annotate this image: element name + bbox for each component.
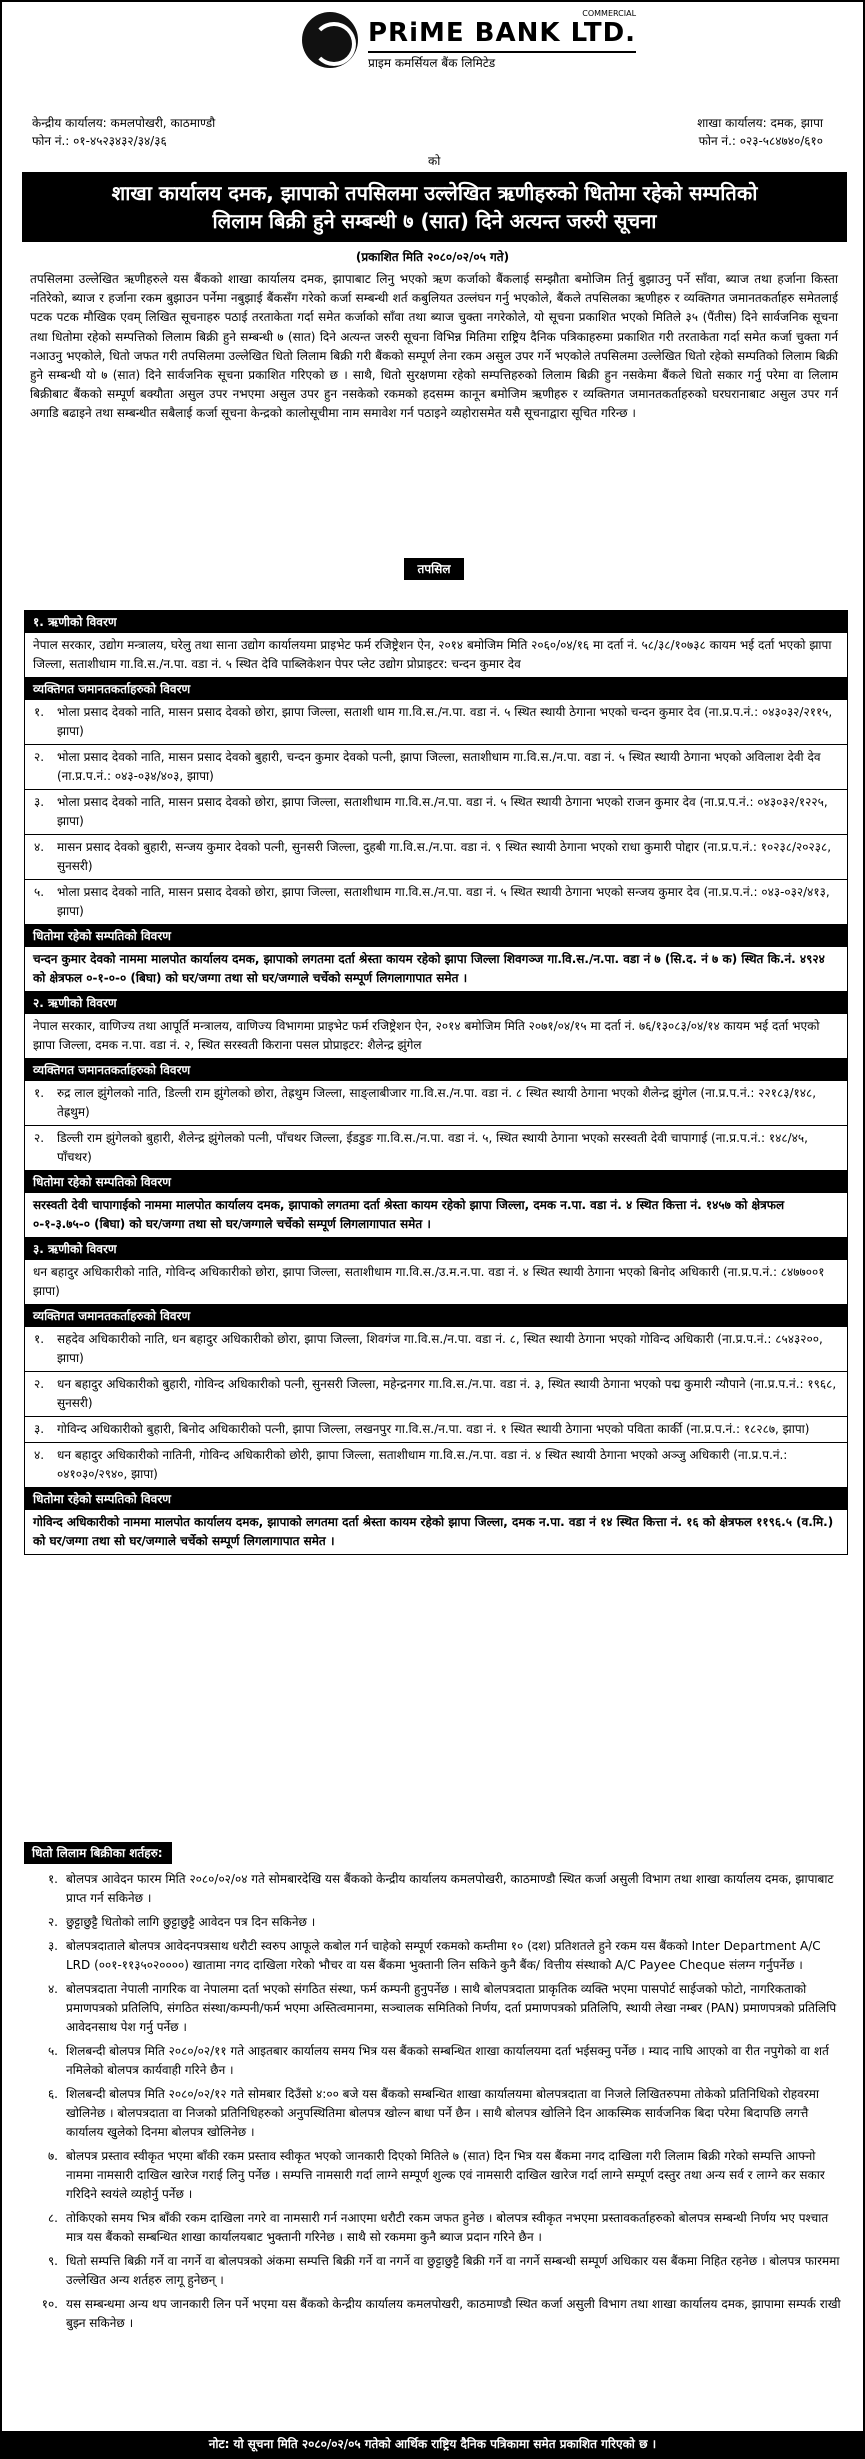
central-office: केन्द्रीय कार्यालय: कमलपोखरी, काठमाण्डौ <box>32 116 216 130</box>
title-line-1: शाखा कार्यालय दमक, झापाको तपसिलमा उल्लेखित ऋणीहरुको धितोमा रहेको सम्पतिको <box>111 181 758 205</box>
guarantor-text: गोविन्द अधिकारीको बुहारी, बिनोद अधिकारीको पत्नी, झापा जिल्ला, लखनपुर गा.वि.स./न.पा. वडा नं. १ स्थित स्थायी ठेगाना भएको पविता कार्की (ना.प्र.प.नं.: १८२८७, झापा) <box>57 1422 810 1436</box>
guarantor-text: भोला प्रसाद देवको नाति, मासन प्रसाद देवको बुहारी, चन्दन कुमार देवको पत्नी, झापा जिल्ला, सताशीधाम गा.वि.स./न.पा. वडा नं. ५ स्थित स्थायी ठेगाना भएको अविलाश देवी देव (ना.प्र.प.नं.: ०४३-०३४/४०३, झापा) <box>57 750 821 783</box>
guarantor-row: २. डिल्ली राम झुंगेलको बुहारी, शैलेन्द्र झुंगेलको पत्नी, पाँचथर जिल्ला, ईडडुङ गा.वि.स./न.पा. वडा नं. ५, स्थित स्थायी ठेगाना भएको सरस्वती देवी चापागाई (ना.प्र.प.नं.: १४८/४५, पाँचथर) <box>25 1126 847 1171</box>
section-title: व्यक्तिगत जमानतकर्ताहरुको विवरण <box>25 1305 847 1327</box>
section-title: १. ऋणीको विवरण <box>25 611 847 633</box>
header <box>2 2 863 152</box>
condition-text: शिलबन्दी बोलपत्र मिति २०८०/०२/११ गते आइतबार कार्यालय समय भित्र यस बैंकको सम्बन्धित शाखा कार्यालयमा दर्ता भईसक्नु पर्नेछ । म्याद नाघि आएको वा रीत नपुगेको वा शर्त नमिलेको बोलपत्र कार्यवाही गरिने छैन । <box>66 2044 829 2077</box>
condition-text: बोलपत्रदाता नेपाली नागरिक वा नेपालमा दर्ता भएको संगठित संस्था, फर्म कम्पनी हुनुपर्नेछ । साथै बोलपत्रदाता प्राकृतिक व्यक्ति भएमा पासपोर्ट साईजको फोटो, नागरिकताको प्रमाणपत्रको प्रतिलिपि, संगठित संस्था/कम्पनी/फर्म भएमा अस्तित्वमानमा, सञ्चालक समितिको निर्णय, दर्ता प्रमाणपत्रको प्रतिलिपि, स्थायी लेखा नम्बर (PAN) प्रमाणपत्रको प्रतिलिपि आवेदनसाथ पेश गर्नु पर्नेछ । <box>66 1982 837 2034</box>
guarantor-text: डिल्ली राम झुंगेलको बुहारी, शैलेन्द्र झुंगेलको पत्नी, पाँचथर जिल्ला, ईडडुङ गा.वि.स./न.पा. वडा नं. ५, स्थित स्थायी ठेगाना भएको सरस्वती देवी चापागाई (ना.प्र.प.नं.: १४८/४५, पाँचथर) <box>57 1131 808 1164</box>
guarantor-row: १. भोला प्रसाद देवको नाति, मासन प्रसाद देवको छोरा, झापा जिल्ला, सताशी धाम गा.वि.स./न.पा. वडा नं. ५ स्थित स्थायी ठेगाना भएको चन्दन कुमार देव (ना.प्र.प.नं.: ०४३०३२/२११५, झापा) <box>25 700 847 745</box>
section-title: ३. ऋणीको विवरण <box>25 1238 847 1260</box>
published-date: (प्रकाशित मिति २०८०/०२/०५ गते) <box>355 250 510 264</box>
guarantor-text: भोला प्रसाद देवको नाति, मासन प्रसाद देवको छोरा, झापा जिल्ला, सताशी धाम गा.वि.स./न.पा. वडा नं. ५ स्थित स्थायी ठेगाना भएको चन्दन कुमार देव (ना.प्र.प.नं.: ०४३०३२/२११५, झापा) <box>57 705 833 738</box>
section-title: व्यक्तिगत जमानतकर्ताहरुको विवरण <box>25 1059 847 1081</box>
branch-office: शाखा कार्यालय: दमक, झापा <box>697 116 823 130</box>
guarantor-text: रुद्र लाल झुंगेलको नाति, डिल्ली राम झुंगेलको छोरा, तेह्रथुम जिल्ला, साङ्लाबीजार गा.वि.स./न.पा. वडा नं. ८ स्थित स्थायी ठेगाना भएको शैलेन्द्र झुंगेल (ना.प्र.प.नं.: २२१८३/१४८, तेह्रथुम) <box>57 1086 817 1119</box>
condition-item: ३. बोलपत्रदाताले बोलपत्र आवेदनपत्रसाथ धरौटी स्वरुप आफूले कबोल गर्न चाहेको सम्पूर्ण रकमको कम्तीमा १० (दश) प्रतिशतले हुने रकम यस बैंकको Inter Department A/C LRD (००१-११३५०२००००) खातामा नगद दाखिला गरेको भौचर वा यस बैंकमा भुक्तानी लिन सकिने कुनै बैंक/ वित्तीय संस्थाको A/C Payee Cheque संलग्न गर्नुपर्नेछ । <box>24 1937 846 1975</box>
condition-text: बोलपत्र आवेदन फारम मिति २०८०/०२/०४ गते सोमबारदेखि यस बैंकको केन्द्रीय कार्यालय कमलपोखरी, काठमाण्डौ स्थित कर्जा असुली विभाग तथा शाखा कार्यालय दमक, झापाबाट प्राप्त गर्न सकिनेछ । <box>66 1872 834 1905</box>
brand-nepali: प्राइम कमर्सियल बैंक लिमिटेड <box>368 51 636 71</box>
condition-item: ७. बोलपत्र प्रस्ताव स्वीकृत भएमा बाँकी रकम प्रस्ताव स्वीकृत भएको जानकारी दिएको मितिले ७ (सात) दिन भित्र यस बैंकमा नगद दाखिला गरी लिलाम बिक्री गरेको सम्पत्ति आफ्नो नाममा नामसारी दाखिल खारेज गराई लिनु पर्नेछ । सम्पत्ति नामसारी गर्दा लाग्ने सम्पूर्ण शुल्क एवं नामसारी दाखिल खारेज गर्दा लाग्ने सम्पूर्ण दस्तुर तथा अन्य सर्व र लाग्ने कर सकार गरिदिने स्वयंले व्यहोर्नु पर्नेछ । <box>24 2147 846 2204</box>
section-title: धितोमा रहेको सम्पतिको विवरण <box>25 925 847 947</box>
condition-item: २. छुट्टाछुट्टै धितोको लागि छुट्टाछुट्टै आवेदन पत्र दिन सकिनेछ । <box>24 1913 846 1932</box>
guarantor-row: २. भोला प्रसाद देवको नाति, मासन प्रसाद देवको बुहारी, चन्दन कुमार देवको पत्नी, झापा जिल्ला, सताशीधाम गा.वि.स./न.पा. वडा नं. ५ स्थित स्थायी ठेगाना भएको अविलाश देवी देव (ना.प्र.प.नं.: ०४३-०३४/४०३, झापा) <box>25 745 847 790</box>
guarantor-text: धन बहादुर अधिकारीको बुहारी, गोविन्द अधिकारीको पत्नी, सुनसरी जिल्ला, महेन्द्रनगर गा.वि.स./न.पा. वडा नं. ३, स्थित स्थायी ठेगाना भएको पद्म कुमारी न्यौपाने (ना.प्र.प.नं.: १९६८, सुनसरी) <box>57 1377 837 1410</box>
collateral-details: सरस्वती देवी चापागाईको नाममा मालपोत कार्यालय दमक, झापाको लगतमा दर्ता श्रेस्ता कायम रहेको झापा जिल्ला, दमक न.पा. वडा नं. ४ स्थित कित्ता नं. १४५७ को क्षेत्रफल ०-१-३.७५-० (बिघा) को घर/जग्गा तथा सो घर/जग्गाले चर्चेको सम्पूर्ण लिगलागापात समेत । <box>25 1193 847 1238</box>
condition-item: ९. धितो सम्पत्ति बिक्री गर्ने वा नगर्ने वा बोलपत्रको अंकमा सम्पत्ति बिक्री गर्ने वा नगर्ने वा छुट्टाछुट्टै बिक्री गर्ने वा नगर्ने सम्बन्धी सम्पूर्ण अधिकार यस बैंकमा निहित रहनेछ । बोलपत्र फारममा उल्लेखित अन्य शर्तहरु लागू हुनेछन् । <box>24 2252 846 2290</box>
borrower-details: धन बहादुर अधिकारीको नाति, गोविन्द अधिकारीको छोरा, झापा जिल्ला, सताशीधाम गा.वि.स./उ.म.न.पा. वडा नं. ४ स्थित स्थायी ठेगाना भएको बिनोद अधिकारी (ना.प्र.प.नं.: ८४७७००१ झापा) <box>25 1260 847 1305</box>
section-title: धितोमा रहेको सम्पतिको विवरण <box>25 1488 847 1510</box>
bank-logo <box>302 10 642 70</box>
collateral-details: गोविन्द अधिकारीको नाममा मालपोत कार्यालय दमक, झापाको लगतमा दर्ता श्रेस्ता कायम रहेको झापा जिल्ला, दमक न.पा. वडा नं १४ स्थित कित्ता नं. १६ को क्षेत्रफल ११९६.५ (व.मि.) को घर/जग्गा तथा सो घर/जग्गाले चर्चेको सम्पूर्ण लिगलागापात समेत । <box>33 1515 834 1548</box>
borrower-details: नेपाल सरकार, वाणिज्य तथा आपूर्ति मन्त्रालय, वाणिज्य विभागमा प्राइभेट फर्म रजिष्ट्रेशन ऐन, २०१४ बमोजिम मिति २०७१/०४/१५ मा दर्ता नं. ७६/१३०८३/०४/१४ कायम भई दर्ता भएको झापा जिल्ला, दमक न.पा. वडा नं. २, स्थित सरस्वती किराना पसल प्रोप्राइटर: शैलेन्द्र झुंगेल <box>25 1014 847 1059</box>
collateral-details: चन्दन कुमार देवको नाममा मालपोत कार्यालय दमक, झापाको लगतमा दर्ता श्रेस्ता कायम रहेको झापा जिल्ला शिवगञ्ज गा.वि.स./न.पा. वडा नं ७ (सि.द. नं ७ क) स्थित कि.नं. ४९२४ को क्षेत्रफल ०-१-०-० (बिघा) को घर/जग्गा तथा सो घर/जग्गाले चर्चेको सम्पूर्ण लिगलागापात समेत । <box>25 947 847 992</box>
condition-item: १०. यस सम्बन्धमा अन्य थप जानकारी लिन पर्ने भएमा यस बैंकको केन्द्रीय कार्यालय कमलपोखरी, काठमाण्डौ स्थित कर्जा असुली विभाग तथा शाखा कार्यालय दमक, झापामा सम्पर्क राखी बुझ्न सकिनेछ । <box>24 2295 846 2333</box>
footer-note: नोट: यो सूचना मिति २०८०/०२/०५ गतेको आर्थिक राष्ट्रिय दैनिक पत्रिकामा समेत प्रकाशित गरिएको छ । <box>2 2431 863 2457</box>
guarantor-row: ५. भोला प्रसाद देवको नाति, मासन प्रसाद देवको छोरा, झापा जिल्ला, सताशीधाम गा.वि.स./न.पा. वडा नं. ५ स्थित स्थायी ठेगाना भएको सन्जय कुमार देव (ना.प्र.प.नं.: ०४३-०३२/४१३, झापा) <box>25 880 847 925</box>
brand-small: COMMERCIAL <box>582 8 637 18</box>
guarantor-row: १. सहदेव अधिकारीको नाति, धन बहादुर अधिकारीको छोरा, झापा जिल्ला, शिवगंज गा.वि.स./न.पा. वडा नं. ८, स्थित स्थायी ठेगाना भएको गोविन्द अधिकारी (ना.प्र.प.नं.: ८५४३२००, झापा) <box>25 1327 847 1372</box>
guarantor-row: ४. धन बहादुर अधिकारीको नातिनी, गोविन्द अधिकारीको छोरी, झापा जिल्ला, सताशीधाम गा.वि.स./न.पा. वडा नं. ४ स्थित स्थायी ठेगाना भएको अञ्जु अधिकारी (ना.प्र.प.नं.: ०४१०३०/२९४०, झापा) <box>25 1443 847 1488</box>
conditions-heading <box>24 1842 846 1864</box>
condition-item: ८. तोकिएको समय भित्र बाँकी रकम दाखिला नगरे वा नामसारी गर्न नआएमा धरौटी रकम जफत हुनेछ । बोलपत्र स्वीकृत नभएमा प्रस्तावकर्ताहरुको बोलपत्र सम्बन्धी निर्णय भए पश्चात मात्र यस बैंकको सम्बन्धित शाखा कार्यालयबाट भुक्तानी गरिनेछ । साथै सो रकममा कुनै ब्याज प्रदान गरिने छैन । <box>24 2209 846 2247</box>
condition-text: शिलबन्दी बोलपत्र मिति २०८०/०२/१२ गते सोमबार दिउँसो ४:०० बजे यस बैंकको सम्बन्धित शाखा कार्यालयमा बोलपत्रदाता वा निजले लिखितरुपमा तोकेको प्रतिनिधिको रोहवरमा खोलिनेछ । बोलपत्रदाता वा निजको प्रतिनिधिहरुको अनुपस्थितिमा बोलपत्र खोल्न बाधा पर्ने छैन । साथै बोलपत्र खोलिने दिन आकस्मिक सार्वजनिक बिदा परेमा बिदापछि लगत्तै कार्यालय खुलेको दिनमा बोलपत्र खोलिनेछ । <box>66 2087 820 2139</box>
tapsil-label: तपसिल <box>404 558 464 580</box>
condition-text: तोकिएको समय भित्र बाँकी रकम दाखिला नगरे वा नामसारी गर्न नआएमा धरौटी रकम जफत हुनेछ । बोलपत्र स्वीकृत नभएमा प्रस्तावकर्ताहरुको बोलपत्र सम्बन्धी निर्णय भए पश्चात मात्र यस बैंकको सम्बन्धित शाखा कार्यालयबाट भुक्तानी गरिनेछ । साथै सो रकममा कुनै ब्याज प्रदान गरिने छैन । <box>66 2211 829 2244</box>
condition-text: बोलपत्र प्रस्ताव स्वीकृत भएमा बाँकी रकम प्रस्ताव स्वीकृत भएको जानकारी दिएको मितिले ७ (सात) दिन भित्र यस बैंकमा नगद दाखिला गरी लिलाम बिक्री गरेको सम्पत्ति आफ्नो नाममा नामसारी दाखिल खारेज गराई लिनु पर्नेछ । सम्पत्ति नामसारी गर्दा लाग्ने सम्पूर्ण शुल्क एवं नामसारी दाखिल खारेज गर्दा लाग्ने सम्पूर्ण दस्तुर तथा अन्य सर्व र लाग्ने कर सकार गरिदिने स्वयंले व्यहोर्नु पर्नेछ । <box>66 2149 825 2201</box>
brand-block <box>368 10 636 71</box>
guarantor-text: मासन प्रसाद देवको बुहारी, सन्जय कुमार देवको पत्नी, सुनसरी जिल्ला, दुहबी गा.वि.स./न.पा. वडा नं. ९ स्थित स्थायी ठेगाना भएको राधा कुमारी पोद्दार (ना.प्र.प.नं.: १०२३८/२०२३८, सुनसरी) <box>57 840 832 873</box>
central-phone: फोन नं.: ०१-४५२३४३२/३४/३६ <box>32 134 167 148</box>
guarantor-row: ४. मासन प्रसाद देवको बुहारी, सन्जय कुमार देवको पत्नी, सुनसरी जिल्ला, दुहबी गा.वि.स./न.पा. वडा नं. ९ स्थित स्थायी ठेगाना भएको राधा कुमारी पोद्दार (ना.प्र.प.नं.: १०२३८/२०२३८, सुनसरी) <box>25 835 847 880</box>
guarantor-row: ३. गोविन्द अधिकारीको बुहारी, बिनोद अधिकारीको पत्नी, झापा जिल्ला, लखनपुर गा.वि.स./न.पा. वडा नं. १ स्थित स्थायी ठेगाना भएको पविता कार्की (ना.प्र.प.नं.: १८२८७, झापा) <box>25 1417 847 1443</box>
condition-item: १. बोलपत्र आवेदन फारम मिति २०८०/०२/०४ गते सोमबारदेखि यस बैंकको केन्द्रीय कार्यालय कमलपोखरी, काठमाण्डौ स्थित कर्जा असुली विभाग तथा शाखा कार्यालय दमक, झापाबाट प्राप्त गर्न सकिनेछ । <box>24 1870 846 1908</box>
section-title: धितोमा रहेको सम्पतिको विवरण <box>25 1171 847 1193</box>
section-title: २. ऋणीको विवरण <box>25 992 847 1014</box>
ko-label: को <box>428 154 441 168</box>
guarantor-text: भोला प्रसाद देवको नाति, मासन प्रसाद देवको छोरा, झापा जिल्ला, सताशीधाम गा.वि.स./न.पा. वडा नं. ५ स्थित स्थायी ठेगाना भएको राजन कुमार देव (ना.प्र.प.नं.: ०४३०३२/१२२५, झापा) <box>57 795 828 828</box>
condition-text: धितो सम्पत्ति बिक्री गर्ने वा नगर्ने वा बोलपत्रको अंकमा सम्पत्ति बिक्री गर्ने वा नगर्ने वा छुट्टाछुट्टै बिक्री गर्ने वा नगर्ने सम्बन्धी सम्पूर्ण अधिकार यस बैंकमा निहित रहनेछ । बोलपत्र फारममा उल्लेखित अन्य शर्तहरु लागू हुनेछन् । <box>66 2254 840 2287</box>
condition-item: ४. बोलपत्रदाता नेपाली नागरिक वा नेपालमा दर्ता भएको संगठित संस्था, फर्म कम्पनी हुनुपर्नेछ । साथै बोलपत्रदाता प्राकृतिक व्यक्ति भएमा पासपोर्ट साईजको फोटो, नागरिकताको प्रमाणपत्रको प्रतिलिपि, संगठित संस्था/कम्पनी/फर्म भएमा अस्तित्वमानमा, सञ्चालक समितिको निर्णय, दर्ता प्रमाणपत्रको प्रतिलिपि, स्थायी लेखा नम्बर (PAN) प्रमाणपत्रको प्रतिलिपि आवेदनसाथ पेश गर्नु पर्नेछ । <box>24 1980 846 2037</box>
guarantor-row: २. धन बहादुर अधिकारीको बुहारी, गोविन्द अधिकारीको पत्नी, सुनसरी जिल्ला, महेन्द्रनगर गा.वि.स./न.पा. वडा नं. ३, स्थित स्थायी ठेगाना भएको पद्म कुमारी न्यौपाने (ना.प्र.प.नं.: १९६८, सुनसरी) <box>25 1372 847 1417</box>
details-table <box>24 610 848 1555</box>
title-line-2: लिलाम बिक्री हुने सम्बन्धी ७ (सात) दिने अत्यन्त जरुरी सूचना <box>212 209 657 233</box>
condition-text: छुट्टाछुट्टै धितोको लागि छुट्टाछुट्टै आवेदन पत्र दिन सकिनेछ । <box>66 1915 316 1929</box>
guarantor-text: भोला प्रसाद देवको नाति, मासन प्रसाद देवको छोरा, झापा जिल्ला, सताशीधाम गा.वि.स./न.पा. वडा नं. ५ स्थित स्थायी ठेगाना भएको सन्जय कुमार देव (ना.प्र.प.नं.: ०४३-०३२/४१३, झापा) <box>57 885 830 918</box>
guarantor-text: सहदेव अधिकारीको नाति, धन बहादुर अधिकारीको छोरा, झापा जिल्ला, शिवगंज गा.वि.स./न.पा. वडा नं. ८, स्थित स्थायी ठेगाना भएको गोविन्द अधिकारी (ना.प्र.प.नं.: ८५४३२००, झापा) <box>57 1332 823 1365</box>
condition-item: ५. शिलबन्दी बोलपत्र मिति २०८०/०२/११ गते आइतबार कार्यालय समय भित्र यस बैंकको सम्बन्धित शाखा कार्यालयमा दर्ता भईसक्नु पर्नेछ । म्याद नाघि आएको वा रीत नपुगेको वा शर्त नमिलेको बोलपत्र कार्यवाही गरिने छैन । <box>24 2042 846 2080</box>
bank-logo-icon <box>302 12 358 68</box>
guarantor-row: ३. भोला प्रसाद देवको नाति, मासन प्रसाद देवको छोरा, झापा जिल्ला, सताशीधाम गा.वि.स./न.पा. वडा नं. ५ स्थित स्थायी ठेगाना भएको राजन कुमार देव (ना.प्र.प.नं.: ०४३०३२/१२२५, झापा) <box>25 790 847 835</box>
conditions-title: धितो लिलाम बिक्रीका शर्तहरु: <box>24 1842 172 1864</box>
condition-text: बोलपत्रदाताले बोलपत्र आवेदनपत्रसाथ धरौटी स्वरुप आफूले कबोल गर्न चाहेको सम्पूर्ण रकमको कम्तीमा १० (दश) प्रतिशतले हुने रकम यस बैंकको Inter Department A/C LRD (००१-११३५०२००००) खातामा नगद दाखिला गरेको भौचर वा यस बैंकमा भुक्तानी लिन सकिने कुनै बैंक/ वित्तीय संस्थाको A/C Payee Cheque संलग्न गर्नुपर्नेछ । <box>66 1939 821 1972</box>
guarantor-row: १. रुद्र लाल झुंगेलको नाति, डिल्ली राम झुंगेलको छोरा, तेह्रथुम जिल्ला, साङ्लाबीजार गा.वि.स./न.पा. वडा नं. ८ स्थित स्थायी ठेगाना भएको शैलेन्द्र झुंगेल (ना.प्र.प.नं.: २२१८३/१४८, तेह्रथुम) <box>25 1081 847 1126</box>
guarantor-text: धन बहादुर अधिकारीको नातिनी, गोविन्द अधिकारीको छोरी, झापा जिल्ला, सताशीधाम गा.वि.स./न.पा. वडा नं. ४ स्थित स्थायी ठेगाना भएको अञ्जु अधिकारी (ना.प्र.प.नं.: ०४१०३०/२९४०, झापा) <box>57 1448 788 1481</box>
condition-item: ६. शिलबन्दी बोलपत्र मिति २०८०/०२/१२ गते सोमबार दिउँसो ४:०० बजे यस बैंकको सम्बन्धित शाखा कार्यालयमा बोलपत्रदाता वा निजले लिखितरुपमा तोकेको प्रतिनिधिको रोहवरमा खोलिनेछ । बोलपत्रदाता वा निजको प्रतिनिधिहरुको अनुपस्थितिमा बोलपत्र खोल्न बाधा पर्ने छैन । साथै बोलपत्र खोलिने दिन आकस्मिक सार्वजनिक बिदा परेमा बिदापछि लगत्तै कार्यालय खुलेको दिनमा बोलपत्र खोलिनेछ । <box>24 2085 846 2142</box>
intro-paragraph: तपसिलमा उल्लेखित ऋणीहरुले यस बैंकको शाखा कार्यालय दमक, झापाबाट लिनु भएको ऋण कर्जाको बैंकलाई सम्झौता बमोजिम तिर्नु बुझाउनु पर्ने साँवा, ब्याज तथा हर्जाना किस्ता नतिरेको, ब्याज र हर्जाना रकम बुझाउन पर्नेमा नबुझाई बैंकसँग गरेको कर्जा सम्बन्धी शर्त कबुलियत उल्लंघन गर्नु भएकोले, बैंकले तपसिलका ऋणीहरु र व्यक्तिगत जमानतकर्ताहरु समेतलाई पटक पटक मौखिक एवम् लिखित सूचनाहरु पठाई तरताकेता गर्दा समेत कर्जाको साँवा तथा ब्याज चुक्ता नगरेकोले, यो सूचना प्रकाशित भएको मितिले ३५ (पैंतीस) दिने सार्वजनिक सूचना तथा धितोमा रहेको सम्पत्तिको लिलाम बिक्री हुने सम्बन्धी ७ (सात) दिने अत्यन्त जरुरी सूचना विभिन्न मितिमा राष्ट्रिय दैनिक पत्रिकाहरुमा प्रकाशित गरी तरताकेता गर्दा समेत कर्जा चुक्ता गर्न नआउनु भएकोले, धितो जफत गरी तपसिलमा उल्लेखित धितो लिलाम बिक्री गरी बैंकको सम्पूर्ण लेना रकम असुल उपर गर्ने भएकोले तपसिलमा उल्लेखित धितो रहेको सम्पतिको लिलाम बिक्री हुने सम्बन्धी यो ७ (सात) दिने सार्वजनिक सूचना प्रकाशित गरिएको छ । साथै, धितो सुरक्षणमा रहेको सम्पत्तिहरुको लिलाम बिक्री हुन नसकेमा बैंकले धितो सकार गर्नु परेमा वा लिलाम बिक्रीबाट बैंकको सम्पूर्ण बक्यौता असुल उपर नभएमा असुल उपर हुन नसकेको रकमको हदसम्म कानून बमोजिम ऋणीहरु र व्यक्तिगत जमानतकर्ताहरुको घरघरानाबाट असुल उपर गर्न अगाडि बढाइने तथा सम्बन्धीत सबैलाई कर्जा सूचना केन्द्रको कालोसूचीमा नाम समावेश गर्न पठाइने व्यहोरासमेत यसै सूचनाद्वारा सूचित गरिन्छ । <box>30 272 838 421</box>
brand-name: PRiME BANK LTD. <box>368 17 637 48</box>
branch-phone: फोन नं.: ०२३-५८४७४०/६१० <box>698 134 823 148</box>
borrower-details: नेपाल सरकार, उद्योग मन्त्रालय, घरेलु तथा साना उद्योग कार्यालयमा प्राइभेट फर्म रजिष्ट्रेशन ऐन, २०१४ बमोजिम मिति २०६०/०४/१६ मा दर्ता नं. ५८/३८/१०७३८ कायम भई दर्ता भएको झापा जिल्ला, सताशीधाम गा.वि.स./न.पा. वडा नं. ५ स्थित देवि पाब्लिकेशन पेपर प्लेट उद्योग प्रोप्राइटर: चन्दन कुमार देव <box>25 633 847 678</box>
section-title: व्यक्तिगत जमानतकर्ताहरुको विवरण <box>25 678 847 700</box>
condition-text: यस सम्बन्धमा अन्य थप जानकारी लिन पर्ने भएमा यस बैंकको केन्द्रीय कार्यालय कमलपोखरी, काठमाण्डौ स्थित कर्जा असुली विभाग तथा शाखा कार्यालय दमक, झापामा सम्पर्क राखी बुझ्न सकिनेछ । <box>66 2297 841 2330</box>
conditions-list <box>24 1870 846 2338</box>
notice-title <box>22 172 847 242</box>
central-office-block <box>32 114 215 150</box>
branch-office-block <box>697 114 823 150</box>
